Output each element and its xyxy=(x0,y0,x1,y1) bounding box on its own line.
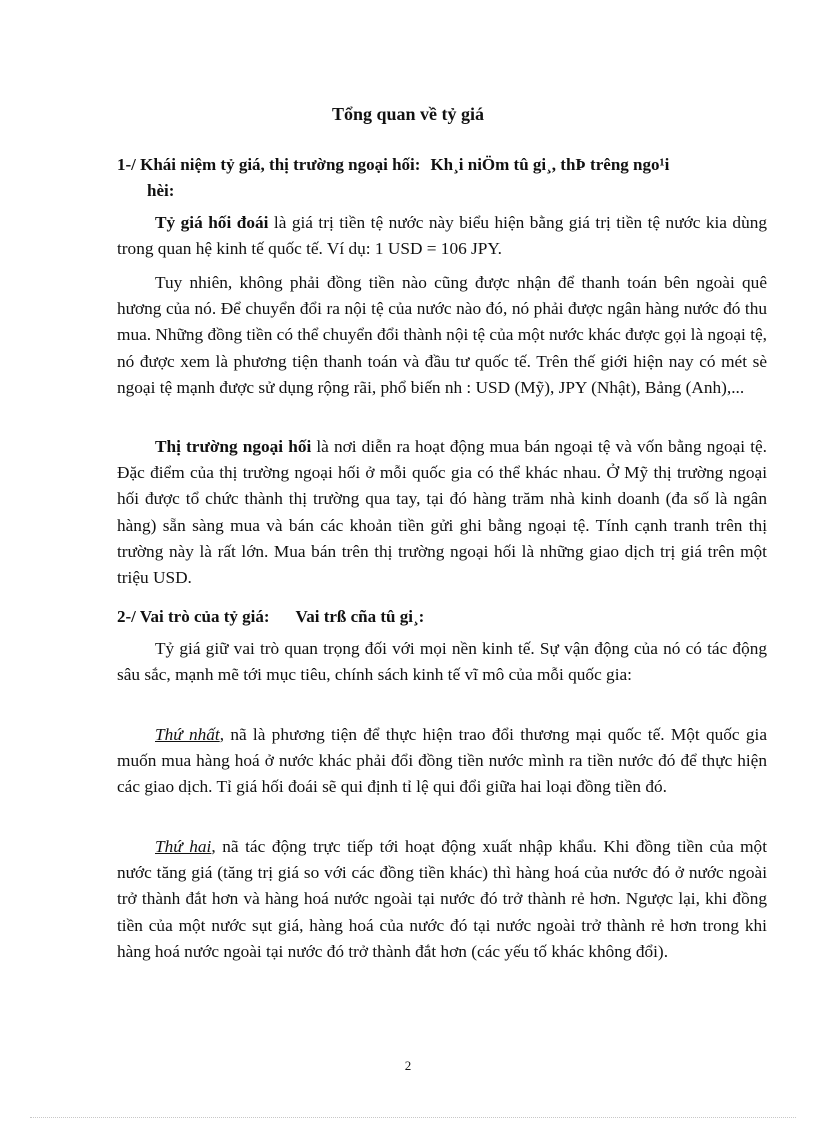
paragraph-first-role xyxy=(117,722,767,801)
term-exchange-rate: Tỷ giá hối đoái xyxy=(155,213,269,232)
paragraph-text: , nã là phương tiện để thực hiện trao đổi thương mại quốc tế. Một quốc gia muốn mua hàng hoá ở nước khác phải đổi đồng tiền nước mình ra tiền nước đó để thực hiện các giao dịch. Tỉ giá hối đoái sẽ qui định tỉ lệ qui đổi giữa hai loại đồng tiền đó. xyxy=(117,725,767,797)
paragraph-text: là nơi diễn ra hoạt động mua bán ngoại tệ và vốn bằng ngoại tệ. Đặc điểm của thị trường ngoại hối ở mỗi quốc gia có thể khác nhau. Ở Mỹ thị trường ngoại hối được tổ chức thành thị trường qua tay, tại đó hàng trăm nhà kinh doanh (đa số là ngân hàng) sẵn sàng mua và bán các khoản tiền gửi ghi bằng ngoại tệ. Tính cạnh tranh trên thị trường này là rất lớn. Mua bán trên thị trường ngoại hối là những giao dịch trị giá trên một triệu USD. xyxy=(117,437,767,588)
page-title: Tổng quan về tỷ giá xyxy=(331,104,485,124)
paragraph-second-role xyxy=(117,834,767,965)
page-bottom-divider xyxy=(30,1117,796,1118)
paragraph-text: là giá trị tiền tệ nước này biểu hiện bằng giá trị tiền tệ nước kia dùng trong quan hệ kinh tế quốc tế. Ví dụ: 1 USD = 106 JPY. xyxy=(117,213,767,259)
section-2-heading-text: 2-/ Vai trò của tỷ giá: xyxy=(117,607,270,626)
paragraph-foreign-currency: Tuy nhiên, không phải đồng tiền nào cũng được nhận để thanh toán bên ngoài quê hương của nó. Để chuyển đổi ra nội tệ của nước nào đó, nó phải được ngân hàng nước đó thu mua. Những đồng tiền có thể chuyển đổi thành nội tệ của một nước khác được gọi là ngoại tệ, nó được xem là phương tiện thanh toán và đầu tư quốc tế. Trên thế giới hiện nay có mét sè ngoại tệ mạnh được sử dụng rộng rãi, phổ biến nh : USD (Mỹ), JPY (Nhật), Bảng (Anh),... xyxy=(117,273,767,397)
section-1-heading-garbled-b: hèi: xyxy=(147,181,175,200)
section-1-heading-garbled-a: Kh¸i niÖm tû gi¸, thÞ trêng ngo¹i xyxy=(430,155,670,174)
paragraph-text: , nã tác động trực tiếp tới hoạt động xuất nhập khẩu. Khi đồng tiền của một nước tăng giá (tăng trị giá so với các đồng tiền khác) thì hàng hoá của nước đó ở nước ngoài trở thành đắt hơn và hàng hoá nước ngoài tại nước đó trở thành rẻ hơn. Ngược lại, khi đồng tiền của một nước sụt giá, hàng hoá của nước đó tại nước ngoài trở thành rẻ hơn trong khi hàng hoá nước ngoài tại nước đó trở thành đắt hơn (các yếu tố khác không đổi). xyxy=(117,837,767,961)
section-2-heading-garbled: Vai trß cña tû gi¸: xyxy=(295,607,425,626)
paragraph-role-intro: Tỷ giá giữ vai trò quan trọng đối với mọi nền kinh tế. Sự vận động của nó có tác động sâu sắc, mạnh mẽ tới mục tiêu, chính sách kinh tế vĩ mô của mỗi quốc gia: xyxy=(117,639,767,685)
paragraph-exchange-rate-definition xyxy=(117,210,767,262)
lead-first: Thứ nhất xyxy=(155,725,220,744)
section-2-heading xyxy=(117,604,767,630)
paragraph-forex-market xyxy=(117,434,767,591)
term-forex-market: Thị trường ngoại hối xyxy=(155,437,312,456)
section-1-heading xyxy=(117,152,767,204)
lead-second: Thứ hai xyxy=(155,837,212,856)
section-1-heading-text: 1-/ Khái niệm tỷ giá, thị trường ngoại hối: xyxy=(117,155,421,174)
page-number: 2 xyxy=(404,1058,412,1073)
